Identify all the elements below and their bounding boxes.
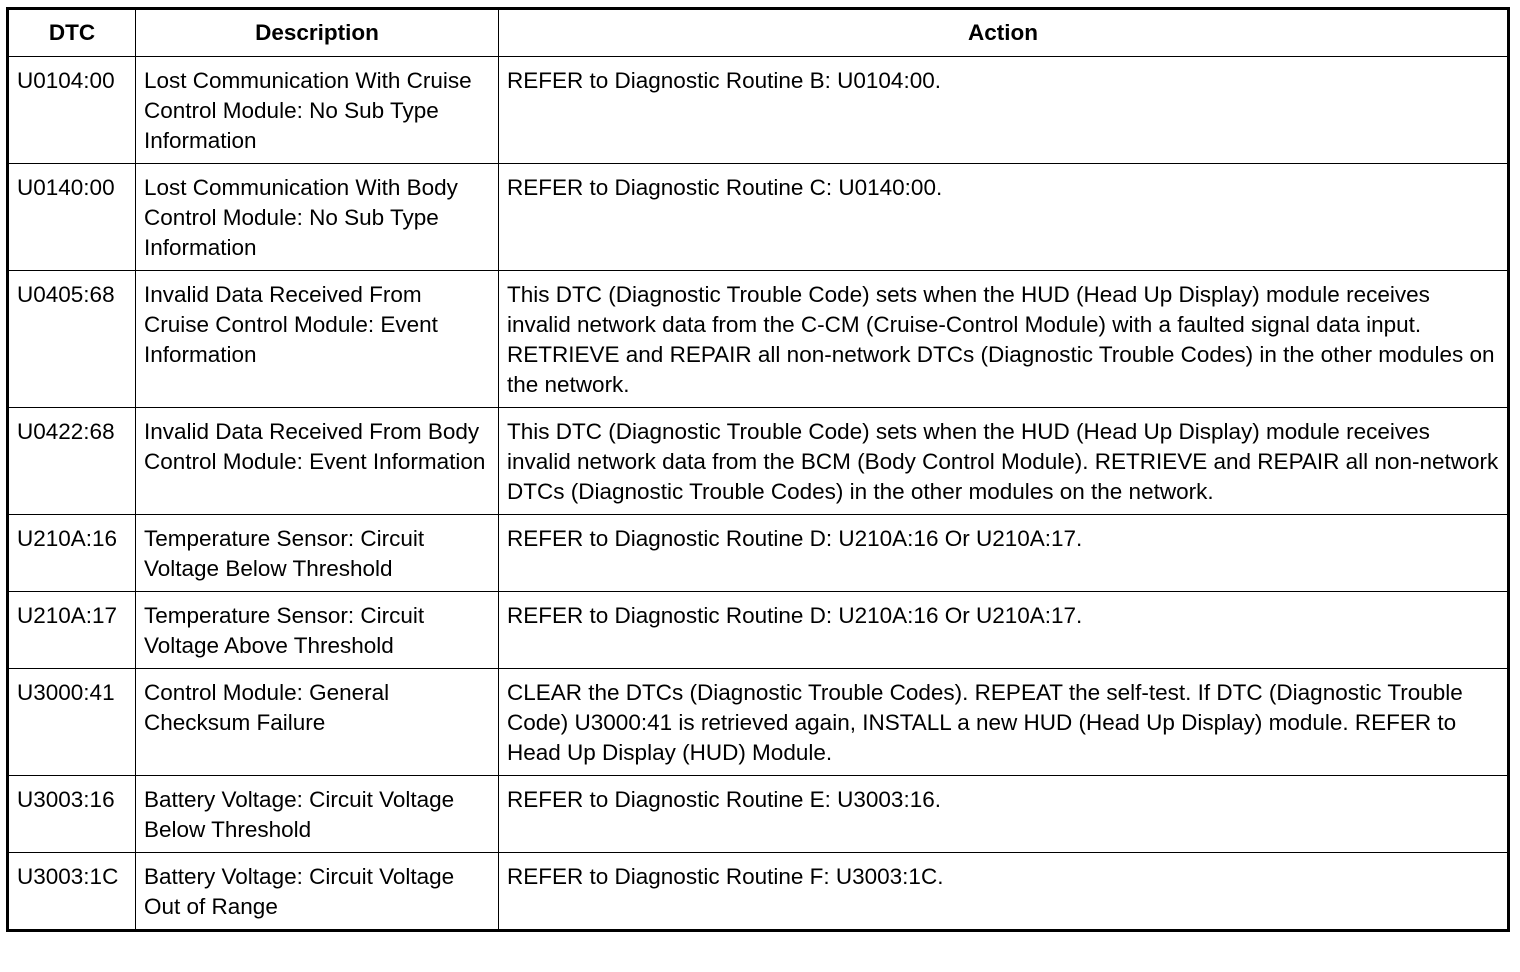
dtc-code: U0405:68 [8, 271, 136, 408]
dtc-action: REFER to Diagnostic Routine D: U210A:16 Or U210A:17. [499, 515, 1509, 592]
table-row [8, 592, 1509, 669]
dtc-action: REFER to Diagnostic Routine F: U3003:1C. [499, 853, 1509, 931]
dtc-description: Invalid Data Received From Body Control Module: Event Information [136, 408, 499, 515]
dtc-action: This DTC (Diagnostic Trouble Code) sets when the HUD (Head Up Display) module receives invalid network data from the C-CM (Cruise-Control Module) with a faulted signal data input. RETRIEVE and REPAIR all non-network DTCs (Diagnostic Trouble Codes) in the other modules on the network. [499, 271, 1509, 408]
dtc-action: This DTC (Diagnostic Trouble Code) sets when the HUD (Head Up Display) module receives invalid network data from the BCM (Body Control Module). RETRIEVE and REPAIR all non-network DTCs (Diagnostic Trouble Codes) in the other modules on the network. [499, 408, 1509, 515]
dtc-code: U3003:1C [8, 853, 136, 931]
dtc-code: U3000:41 [8, 669, 136, 776]
header-action: Action [499, 9, 1509, 57]
dtc-action: REFER to Diagnostic Routine B: U0104:00. [499, 57, 1509, 164]
dtc-description: Lost Communication With Cruise Control Module: No Sub Type Information [136, 57, 499, 164]
dtc-description: Temperature Sensor: Circuit Voltage Above Threshold [136, 592, 499, 669]
dtc-description: Invalid Data Received From Cruise Control Module: Event Information [136, 271, 499, 408]
dtc-description: Temperature Sensor: Circuit Voltage Below Threshold [136, 515, 499, 592]
dtc-description: Battery Voltage: Circuit Voltage Below Threshold [136, 776, 499, 853]
table-row [8, 515, 1509, 592]
dtc-table [6, 7, 1510, 932]
table-row [8, 57, 1509, 164]
dtc-description: Battery Voltage: Circuit Voltage Out of Range [136, 853, 499, 931]
dtc-action: REFER to Diagnostic Routine C: U0140:00. [499, 164, 1509, 271]
dtc-code: U210A:16 [8, 515, 136, 592]
dtc-code: U0422:68 [8, 408, 136, 515]
table-header-row [8, 9, 1509, 57]
dtc-action: CLEAR the DTCs (Diagnostic Trouble Codes). REPEAT the self-test. If DTC (Diagnostic Trouble Code) U3000:41 is retrieved again, INSTALL a new HUD (Head Up Display) module. REFER to Head Up Display (HUD) Module. [499, 669, 1509, 776]
table-row [8, 164, 1509, 271]
table-row [8, 669, 1509, 776]
dtc-description: Control Module: General Checksum Failure [136, 669, 499, 776]
dtc-description: Lost Communication With Body Control Module: No Sub Type Information [136, 164, 499, 271]
table-row [8, 853, 1509, 931]
dtc-code: U0140:00 [8, 164, 136, 271]
table-row [8, 776, 1509, 853]
dtc-action: REFER to Diagnostic Routine D: U210A:16 Or U210A:17. [499, 592, 1509, 669]
table-row [8, 271, 1509, 408]
table-row [8, 408, 1509, 515]
header-description: Description [136, 9, 499, 57]
dtc-action: REFER to Diagnostic Routine E: U3003:16. [499, 776, 1509, 853]
header-dtc: DTC [8, 9, 136, 57]
dtc-code: U210A:17 [8, 592, 136, 669]
dtc-code: U3003:16 [8, 776, 136, 853]
dtc-code: U0104:00 [8, 57, 136, 164]
